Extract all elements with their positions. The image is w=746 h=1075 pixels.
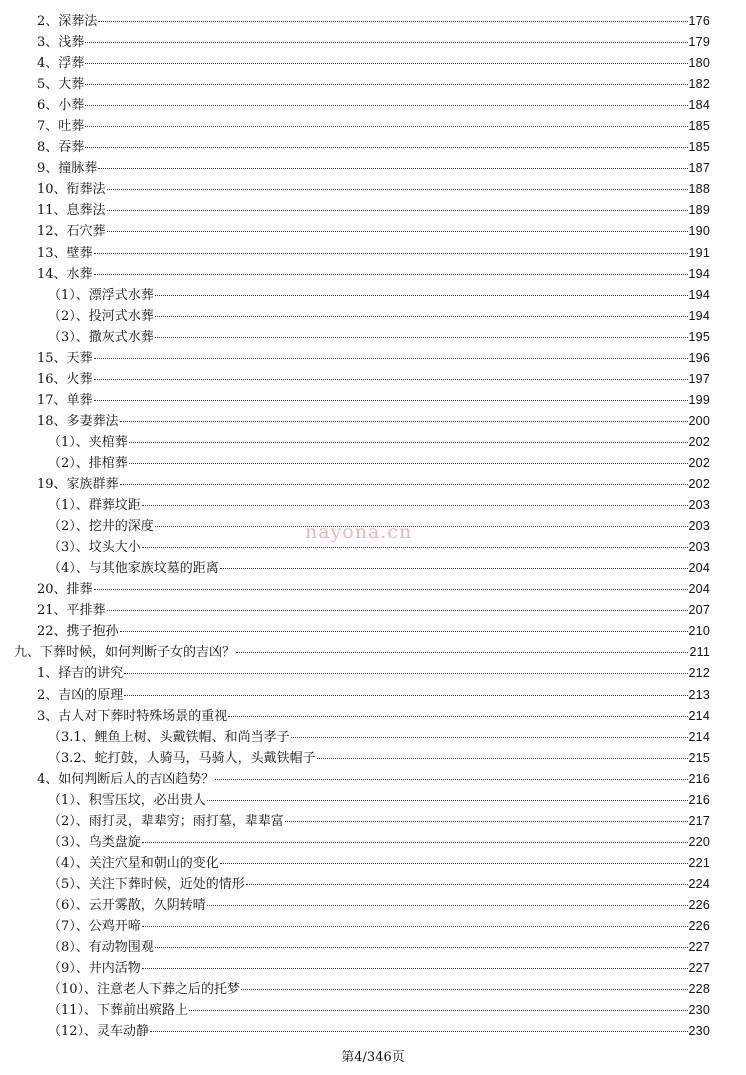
toc-entry-page-number: 176 — [688, 14, 710, 28]
toc-dot-leader — [107, 210, 688, 211]
toc-entry-label: （2）、挖井的深度 — [48, 519, 154, 535]
toc-dot-leader — [85, 147, 687, 148]
toc-dot-leader — [124, 695, 687, 696]
toc-entry-page-number: 197 — [688, 371, 710, 386]
toc-entry[interactable] — [0, 32, 746, 53]
toc-entry-label: 16、火葬 — [37, 371, 93, 387]
toc-entry-label: 20、排葬 — [37, 582, 93, 598]
toc-entry[interactable] — [0, 116, 746, 137]
toc-entry-page-number: 215 — [688, 750, 710, 765]
toc-entry-page-number: 180 — [688, 56, 710, 71]
toc-entry-label: 7、吐葬 — [37, 119, 85, 135]
toc-entry[interactable] — [0, 1021, 746, 1042]
toc-entry-page-number: 226 — [688, 897, 710, 912]
toc-entry-label: 19、家族群葬 — [37, 477, 119, 493]
toc-entry-page-number: 221 — [688, 855, 710, 870]
toc-entry-label: 2、吉凶的原理 — [37, 687, 124, 703]
toc-entry[interactable] — [0, 853, 746, 874]
toc-entry[interactable] — [0, 685, 746, 706]
toc-entry[interactable] — [0, 874, 746, 895]
toc-entry[interactable] — [0, 895, 746, 916]
toc-entry-page-number: 200 — [688, 413, 710, 428]
toc-entry-page-number: 226 — [688, 919, 710, 934]
toc-dot-leader — [220, 568, 688, 569]
toc-entry-label: 3、浅葬 — [37, 35, 85, 51]
toc-entry-page-number: 202 — [688, 477, 710, 492]
toc-entry-page-number: 212 — [688, 666, 710, 681]
toc-entry-page-number: 182 — [688, 77, 710, 92]
toc-entry-page-number: 189 — [688, 203, 710, 218]
toc-dot-leader — [85, 63, 687, 64]
toc-entry-page-number: 185 — [688, 119, 710, 134]
toc-entry-label: （3）、撒灰式水葬 — [48, 329, 154, 345]
toc-entry[interactable] — [0, 663, 746, 684]
toc-entry[interactable] — [0, 495, 746, 516]
toc-entry-label: （3）、坟头大小 — [48, 540, 141, 556]
toc-entry[interactable] — [0, 53, 746, 74]
toc-dot-leader — [207, 905, 688, 906]
toc-dot-leader — [129, 442, 688, 443]
toc-entry-label: 18、多妻葬法 — [37, 413, 119, 429]
toc-entry-label: （1）、群葬坟距 — [48, 498, 141, 514]
toc-entry-page-number: 202 — [688, 455, 710, 470]
toc-entry-page-number: 179 — [688, 35, 710, 50]
toc-entry-label: 5、大葬 — [37, 77, 85, 93]
toc-entry[interactable] — [0, 727, 746, 748]
toc-entry-page-number: 230 — [688, 1024, 710, 1039]
toc-entry-label: （9）、井内活物 — [48, 961, 141, 977]
toc-entry[interactable] — [0, 748, 746, 769]
toc-entry-label: 4、如何判断后人的吉凶趋势？ — [37, 771, 215, 787]
toc-entry[interactable] — [0, 137, 746, 158]
toc-entry-label: （3.1、鲤鱼上树、头戴铁帽、和尚当孝子 — [48, 729, 290, 745]
toc-dot-leader — [215, 779, 687, 780]
toc-dot-leader — [94, 379, 688, 380]
toc-dot-leader — [207, 800, 688, 801]
toc-dot-leader — [142, 547, 688, 548]
toc-entry-page-number: 194 — [688, 266, 710, 281]
toc-entry-label: （3.2、蛇打鼓，人骑马，马骑人，头戴铁帽子 — [48, 750, 316, 766]
toc-entry-page-number: 203 — [688, 540, 710, 555]
toc-dot-leader — [120, 421, 688, 422]
toc-entry-label: （11）、下葬前出殡路上 — [48, 1003, 189, 1019]
toc-entry-page-number: 188 — [688, 182, 710, 197]
toc-entry-label: 4、浮葬 — [37, 56, 85, 72]
toc-entry[interactable] — [0, 285, 746, 306]
toc-entry-page-number: 227 — [688, 940, 710, 955]
toc-entry[interactable] — [0, 769, 746, 790]
toc-entry-page-number: 185 — [688, 140, 710, 155]
toc-entry-label: 22、携子抱孙 — [37, 624, 119, 640]
toc-entry[interactable] — [0, 937, 746, 958]
toc-entry[interactable] — [0, 979, 746, 1000]
toc-entry-label: （1）、夹棺葬 — [48, 434, 128, 450]
toc-entry-label: （1）、积雪压坟，必出贵人 — [48, 792, 206, 808]
toc-entry-label: 12、石穴葬 — [37, 224, 106, 240]
watermark: nayona.cn — [305, 521, 413, 543]
toc-entry[interactable] — [0, 832, 746, 853]
toc-dot-leader — [142, 842, 688, 843]
toc-entry-label: 6、小葬 — [37, 98, 85, 114]
toc-entry-page-number: 195 — [688, 329, 710, 344]
toc-entry-label: （4）、关注穴星和朝山的变化 — [48, 855, 219, 871]
toc-dot-leader — [120, 484, 688, 485]
toc-entry-page-number: 190 — [688, 224, 710, 239]
toc-entry-page-number: 202 — [688, 434, 710, 449]
toc-entry-label: （7）、公鸡开啼 — [48, 919, 141, 935]
toc-dot-leader — [228, 716, 687, 717]
toc-dot-leader — [85, 42, 687, 43]
toc-entry-page-number: 203 — [688, 498, 710, 513]
toc-entry[interactable] — [0, 179, 746, 200]
toc-dot-leader — [155, 526, 688, 527]
toc-entry[interactable] — [0, 369, 746, 390]
toc-entry-page-number: 230 — [688, 1003, 710, 1018]
toc-entry-page-number: 184 — [688, 98, 710, 113]
toc-entry-label: 17、单葬 — [37, 392, 93, 408]
toc-entry[interactable] — [0, 1000, 746, 1021]
toc-entry-label: （12）、灵车动静 — [48, 1024, 150, 1040]
toc-entry-label: （2）、雨打灵，辈辈穷；雨打墓，辈辈富 — [48, 813, 284, 829]
toc-entry-page-number: 228 — [688, 982, 710, 997]
toc-entry[interactable] — [0, 390, 746, 411]
toc-entry[interactable] — [0, 958, 746, 979]
toc-entry[interactable] — [0, 158, 746, 179]
toc-entry[interactable] — [0, 306, 746, 327]
toc-entry[interactable] — [0, 811, 746, 832]
toc-entry-page-number: 213 — [688, 687, 710, 702]
toc-entry-label: 13、壁葬 — [37, 245, 93, 261]
toc-entry-label: （3）、鸟类盘旋 — [48, 834, 141, 850]
toc-dot-leader — [85, 105, 687, 106]
toc-dot-leader — [94, 253, 688, 254]
toc-dot-leader — [142, 968, 688, 969]
toc-entry-label: 九、下葬时候，如何判断子女的吉凶？ — [14, 645, 236, 661]
toc-dot-leader — [220, 863, 688, 864]
toc-dot-leader — [107, 231, 688, 232]
toc-dot-leader — [142, 926, 688, 927]
toc-entry[interactable] — [0, 243, 746, 264]
toc-entry[interactable] — [0, 453, 746, 474]
toc-entry-page-number: 220 — [688, 834, 710, 849]
toc-entry-label: 11、息葬法 — [37, 203, 106, 219]
toc-entry-label: （2）、投河式水葬 — [48, 308, 154, 324]
toc-entry-page-number: 203 — [688, 519, 710, 534]
toc-dot-leader — [241, 989, 687, 990]
toc-entry-page-number: 196 — [688, 350, 710, 365]
toc-entry-page-number: 199 — [688, 392, 710, 407]
toc-entry[interactable] — [0, 200, 746, 221]
toc-dot-leader — [94, 274, 688, 275]
toc-entry-page-number: 210 — [688, 624, 710, 639]
toc-entry-label: （4）、与其他家族坟墓的距离 — [48, 561, 219, 577]
toc-dot-leader — [317, 758, 688, 759]
toc-dot-leader — [124, 673, 687, 674]
toc-entry-page-number: 227 — [688, 961, 710, 976]
toc-entry[interactable] — [0, 642, 746, 663]
toc-entry-label: 3、古人对下葬时特殊场景的重视 — [37, 708, 228, 724]
toc-dot-leader — [120, 631, 688, 632]
toc-dot-leader — [107, 610, 688, 611]
toc-dot-leader — [246, 884, 688, 885]
toc-entry-page-number: 216 — [688, 792, 710, 807]
toc-dot-leader — [155, 295, 688, 296]
toc-dot-leader — [150, 1031, 687, 1032]
toc-entry-page-number: 214 — [688, 729, 710, 744]
toc-dot-leader — [189, 1010, 687, 1011]
toc-entry[interactable] — [0, 474, 746, 495]
toc-entry-label: 8、吞葬 — [37, 140, 85, 156]
toc-entry[interactable] — [0, 600, 746, 621]
toc-entry[interactable] — [0, 432, 746, 453]
toc-entry-label: （1）、漂浮式水葬 — [48, 287, 154, 303]
toc-entry-page-number: 224 — [688, 876, 710, 891]
toc-dot-leader — [85, 84, 687, 85]
toc-entry[interactable] — [0, 579, 746, 600]
toc-entry-label: 15、天葬 — [37, 350, 93, 366]
toc-dot-leader — [94, 589, 688, 590]
toc-dot-leader — [291, 737, 688, 738]
toc-entry-page-number: 191 — [688, 245, 710, 260]
toc-entry[interactable] — [0, 558, 746, 579]
toc-entry-page-number: 204 — [688, 582, 710, 597]
page-footer: 第4/346页 — [341, 1050, 405, 1065]
toc-entry-page-number: 216 — [688, 771, 710, 786]
toc-dot-leader — [285, 821, 688, 822]
toc-entry[interactable] — [0, 264, 746, 285]
toc-dot-leader — [107, 189, 688, 190]
toc-dot-leader — [236, 652, 688, 653]
toc-entry-label: （2）、排棺葬 — [48, 455, 128, 471]
toc-dot-leader — [155, 316, 688, 317]
toc-entry-page-number: 187 — [688, 161, 710, 176]
toc-entry[interactable] — [0, 95, 746, 116]
toc-entry[interactable] — [0, 74, 746, 95]
toc-dot-leader — [155, 947, 688, 948]
toc-dot-leader — [129, 463, 688, 464]
toc-dot-leader — [142, 505, 688, 506]
toc-entry-label: 14、水葬 — [37, 266, 93, 282]
toc-entry-page-number: 214 — [688, 708, 710, 723]
toc-entry[interactable] — [0, 706, 746, 727]
toc-dot-leader — [98, 21, 687, 22]
toc-entry-label: （6）、云开雾散，久阴转晴 — [48, 897, 206, 913]
toc-dot-leader — [155, 337, 688, 338]
toc-entry-label: （8）、有动物围观 — [48, 940, 154, 956]
toc-entry[interactable] — [0, 11, 746, 32]
toc-entry-page-number: 194 — [688, 287, 710, 302]
toc-entry-label: 9、撞脉葬 — [37, 161, 98, 177]
toc-entry[interactable] — [0, 621, 746, 642]
toc-entry[interactable] — [0, 790, 746, 811]
toc-dot-leader — [94, 400, 688, 401]
toc-entry[interactable] — [0, 221, 746, 242]
toc-entry-page-number: 211 — [689, 645, 710, 660]
toc-dot-leader — [85, 126, 687, 127]
toc-dot-leader — [98, 168, 687, 169]
toc-dot-leader — [94, 358, 688, 359]
toc-entry-page-number: 204 — [688, 561, 710, 576]
toc-entry-page-number: 217 — [688, 813, 710, 828]
toc-entry-label: 2、深葬法 — [37, 14, 98, 29]
toc-entry-label: （10）、注意老人下葬之后的托梦 — [48, 982, 241, 998]
toc-entry-page-number: 207 — [688, 603, 710, 618]
toc-entry-label: （5）、关注下葬时候，近处的情形 — [48, 876, 245, 892]
toc-entry-page-number: 194 — [688, 308, 710, 323]
toc-entry[interactable] — [0, 348, 746, 369]
toc-entry-label: 10、衔葬法 — [37, 182, 106, 198]
toc-entry-label: 1、择吉的讲究 — [37, 666, 124, 682]
toc-entry[interactable] — [0, 327, 746, 348]
toc-entry[interactable] — [0, 411, 746, 432]
toc-entry[interactable] — [0, 916, 746, 937]
toc-entry-label: 21、平排葬 — [37, 603, 106, 619]
